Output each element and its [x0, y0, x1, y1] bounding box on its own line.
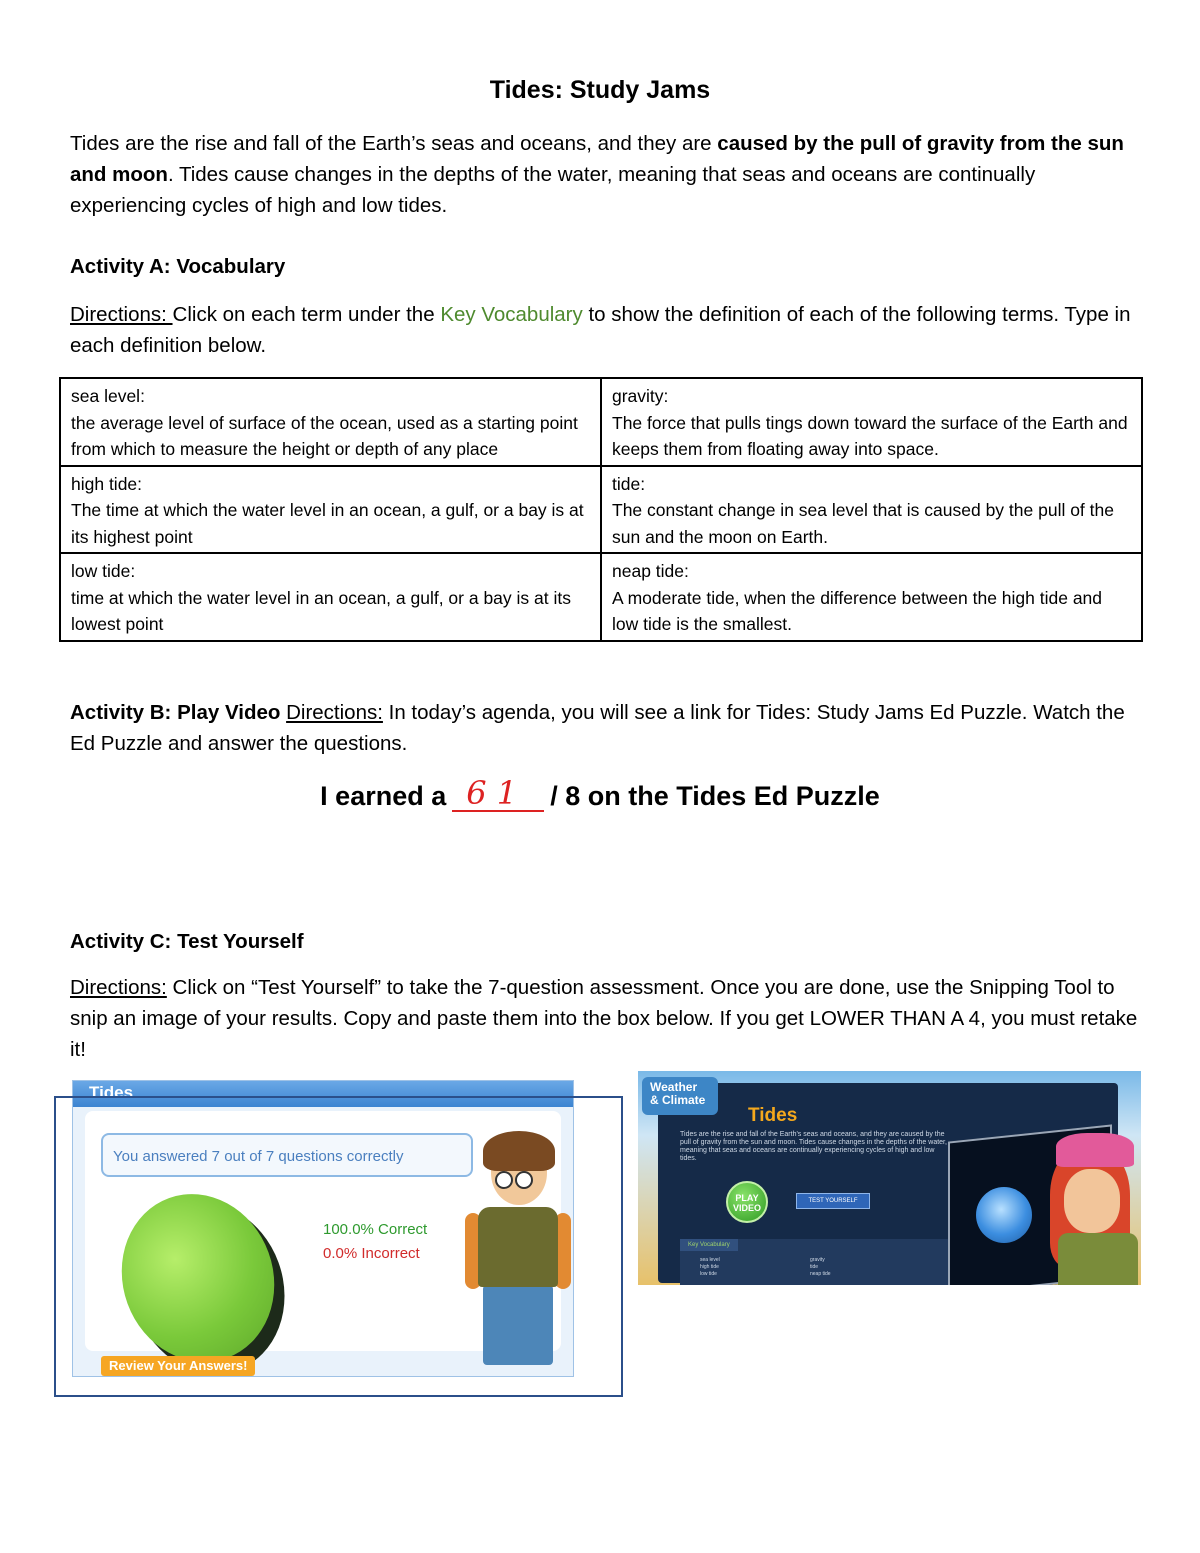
- tides-main-screenshot: [638, 1071, 1141, 1285]
- results-title: Tides: [89, 1083, 134, 1102]
- tides-main-panel: [658, 1083, 1118, 1283]
- table-row: [60, 553, 1142, 641]
- incorrect-percentage: 0.0% Incorrect: [323, 1245, 420, 1262]
- vocab-list-left: [700, 1257, 720, 1278]
- activity-c-directions-text: Click on “Test Yourself” to take the 7-question assessment. Once you are done, use the Snipping Tool to snip an image of your results. Copy and paste them into the box below. If you get LOWER THAN A 4, you must retake it!: [70, 976, 1138, 1061]
- activity-c-directions: [70, 972, 1140, 1065]
- score-line: [0, 774, 1200, 812]
- key-vocabulary-link[interactable]: Key Vocabulary: [440, 303, 583, 326]
- activity-a-heading: Activity A: Vocabulary: [70, 255, 286, 278]
- earned-prefix: I earned a: [320, 781, 447, 811]
- logo-line-2: & Climate: [650, 1093, 706, 1107]
- logo-line-1: Weather: [650, 1080, 698, 1094]
- intro-text-1: Tides are the rise and fall of the Earth’s seas and oceans, and they are: [70, 132, 718, 155]
- list-item[interactable]: neap tide: [810, 1271, 831, 1277]
- play-label-2: VIDEO: [732, 1203, 761, 1213]
- key-vocabulary-box: [680, 1239, 950, 1285]
- vocab-term: sea level:: [71, 386, 145, 406]
- intro-bold: caused by the pull of gravity from the sun and moon: [70, 132, 1124, 186]
- activity-a-directions: [70, 299, 1140, 361]
- tides-title: Tides: [748, 1105, 798, 1126]
- vocab-definition: The constant change in sea level that is caused by the pull of the sun and the moon on Earth.: [612, 500, 1114, 547]
- directions-label: Directions:: [70, 976, 167, 999]
- review-answers-button[interactable]: Review Your Answers!: [101, 1356, 255, 1376]
- activity-b-heading: Activity B: Play Video: [70, 701, 281, 724]
- vocab-definition: the average level of surface of the ocean, used as a starting point from which to measure the height or depth of any place: [71, 412, 578, 459]
- activity-b-paragraph: [70, 697, 1140, 759]
- play-video-button[interactable]: [726, 1181, 768, 1223]
- list-item[interactable]: low tide: [700, 1271, 717, 1277]
- vocab-cell[interactable]: [60, 466, 601, 554]
- directions-label: Directions:: [286, 701, 383, 724]
- handwritten-score: 6 1: [466, 774, 518, 812]
- tides-description: Tides are the rise and fall of the Earth's seas and oceans, and they are caused by the pull of gravity from the sun and moon. Tides cause changes in the depths of the water, meaning that seas and oceans are continually experiencing cycles of high and low tides.: [680, 1131, 947, 1162]
- vocab-term: tide:: [612, 473, 646, 494]
- correct-percentage: 100.0% Correct: [323, 1221, 428, 1238]
- list-item[interactable]: gravity: [810, 1257, 825, 1263]
- vocab-definition: The force that pulls tings down toward the surface of the Earth and keeps them from floating away into space.: [612, 412, 1128, 459]
- vocab-term: low tide:: [71, 561, 136, 581]
- list-item[interactable]: high tide: [700, 1264, 719, 1270]
- activity-c-heading: Activity C: Test Yourself: [70, 930, 304, 953]
- directions-text-1: Click on each term under the: [172, 303, 441, 326]
- vocab-cell[interactable]: [60, 378, 601, 466]
- vocab-term: gravity:: [612, 386, 669, 406]
- paste-box-border: [54, 1096, 623, 1397]
- activity-b-directions: In today’s agenda, you will see a link for Tides: Study Jams Ed Puzzle. Watch the Ed Puzzle and answer the questions.: [70, 701, 1125, 755]
- character-head: [1064, 1169, 1120, 1233]
- vocab-definition: The time at which the water level in an ocean, a gulf, or a bay is at its highest point: [71, 500, 584, 547]
- vocab-term: high tide:: [71, 473, 143, 494]
- character-body: [1058, 1233, 1138, 1285]
- page-title: Tides: Study Jams: [489, 76, 711, 104]
- list-item[interactable]: tide: [810, 1264, 819, 1270]
- earned-suffix: / 8 on the Tides Ed Puzzle: [550, 781, 880, 811]
- earth-icon: [976, 1187, 1032, 1243]
- results-message: You answered 7 out of 7 questions correctly: [101, 1133, 473, 1177]
- table-row: [60, 466, 1142, 554]
- weather-climate-logo: [642, 1077, 718, 1115]
- vocab-cell[interactable]: [601, 466, 1142, 554]
- character-hat: [1056, 1133, 1134, 1167]
- vocab-term: neap tide:: [612, 561, 689, 581]
- test-yourself-button[interactable]: TEST YOURSELF: [796, 1193, 870, 1209]
- directions-text-2: to show the definition of each of the following terms. Type in each definition below.: [70, 303, 1131, 357]
- key-vocabulary-tab[interactable]: Key Vocabulary: [680, 1239, 738, 1251]
- intro-text-2: . Tides cause changes in the depths of the water, meaning that seas and oceans are continually experiencing cycles of high and low tides.: [70, 163, 1036, 217]
- vocab-cell[interactable]: [601, 553, 1142, 641]
- intro-paragraph: [70, 128, 1140, 221]
- directions-label: Directions:: [70, 303, 173, 326]
- vocab-definition: time at which the water level in an ocean, a gulf, or a bay is at its lowest point: [71, 587, 571, 634]
- vocab-cell[interactable]: [60, 553, 601, 641]
- vocab-list-right: [810, 1257, 831, 1278]
- vocabulary-table: [59, 377, 1143, 642]
- vocab-cell[interactable]: [601, 378, 1142, 466]
- vocab-definition: A moderate tide, when the difference between the high tide and low tide is the smallest.: [612, 587, 1103, 634]
- score-blank[interactable]: [452, 774, 544, 812]
- table-row: [60, 378, 1142, 466]
- play-label-1: PLAY: [735, 1193, 759, 1203]
- list-item[interactable]: sea level: [700, 1257, 720, 1263]
